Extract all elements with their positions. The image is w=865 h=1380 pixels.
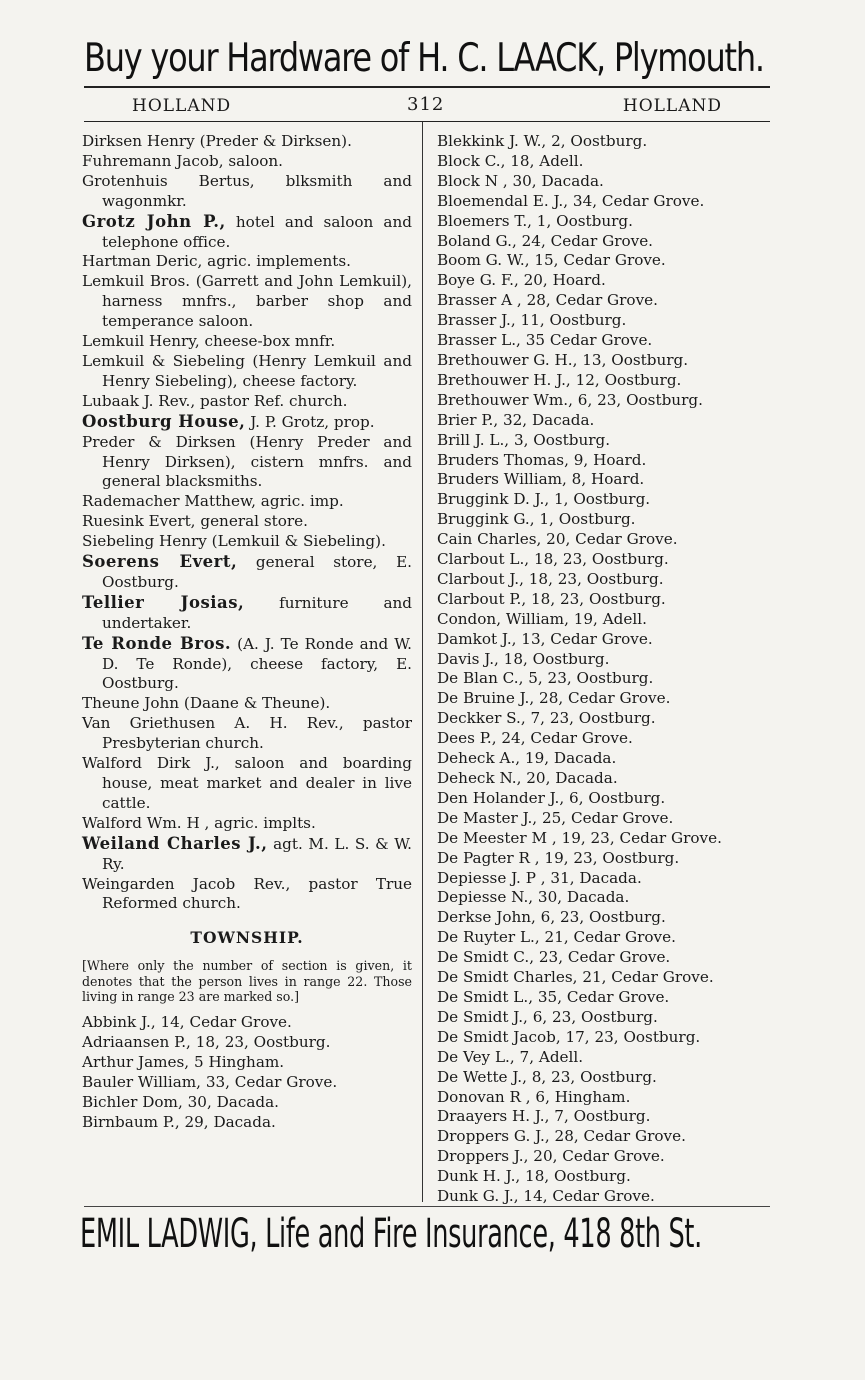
top-advertisement: Buy your Hardware of H. C. LAACK, Plymouth. <box>84 36 764 81</box>
township-heading: TOWNSHIP. <box>190 928 304 948</box>
page-number: 312 <box>407 94 445 115</box>
directory-entry <box>82 814 412 834</box>
entry-name-bold: Oostburg House, <box>82 411 246 431</box>
entry-text: Theune John (Daane & Theune). <box>82 694 331 713</box>
entry-name-bold: Te Ronde Bros. <box>82 633 232 653</box>
directory-entry <box>82 714 412 754</box>
directory-entry <box>82 272 412 332</box>
directory-entry: De Blan C., 5, 23, Oostburg. <box>437 669 654 688</box>
directory-entry <box>82 754 412 814</box>
directory-entry: Dunk G. J., 14, Cedar Grove. <box>437 1187 655 1206</box>
entry-text: hotel and saloon and telephone office. <box>102 212 412 251</box>
directory-entry: Boye G. F., 20, Hoard. <box>437 271 606 290</box>
entry-name-bold: Tellier Josias, <box>82 592 245 612</box>
directory-entry: Donovan R , 6, Hingham. <box>437 1087 631 1106</box>
header-rule <box>84 121 770 122</box>
entry-name-bold: Soerens Evert, <box>82 552 238 572</box>
directory-entry <box>82 492 412 512</box>
directory-entry: De Smidt Jacob, 17, 23, Oostburg. <box>437 1027 701 1046</box>
entry-name-bold: Weiland Charles J., <box>82 833 268 853</box>
directory-entry: Brethouwer G. H., 13, Oostburg. <box>437 350 689 369</box>
directory-entry: De Smidt C., 23, Cedar Grove. <box>437 948 671 967</box>
directory-entry <box>82 634 412 695</box>
directory-entry: Boom G. W., 15, Cedar Grove. <box>437 251 666 270</box>
entry-text: Fuhremann Jacob, saloon. <box>82 151 283 170</box>
directory-entry <box>82 512 412 532</box>
directory-entry <box>82 152 412 172</box>
township-note: [Where only the number of section is given, it denotes that the person lives in range 22. Those living in range 23 are marked so.] <box>82 958 412 1005</box>
entry-text: agt. M. L. S. & W. Ry. <box>102 834 412 873</box>
directory-entry <box>82 352 412 392</box>
directory-entry: Boland G., 24, Cedar Grove. <box>437 231 654 250</box>
directory-entry <box>82 875 412 915</box>
directory-entry: Clarbout P., 18, 23, Oostburg. <box>437 589 666 608</box>
directory-entry: De Pagter R , 19, 23, Oostburg. <box>437 848 680 867</box>
directory-entry: De Wette J., 8, 23, Oostburg. <box>437 1067 657 1086</box>
header-left-label: HOLLAND <box>132 96 232 116</box>
directory-entry: De Smidt J., 6, 23, Oostburg. <box>437 1007 658 1026</box>
directory-entry: Bloemendal E. J., 34, Cedar Grove. <box>437 191 705 210</box>
header-right-label: HOLLAND <box>622 96 722 116</box>
directory-entry: Brasser A , 28, Cedar Grove. <box>437 291 658 310</box>
entry-text: Walford Wm. H , agric. implts. <box>82 813 316 832</box>
directory-entry <box>82 332 412 352</box>
entry-text: Van Griethusen A. H. Rev., pastor Presbyterian church. <box>82 714 412 753</box>
directory-entry <box>82 834 412 875</box>
directory-entry: Clarbout L., 18, 23, Oostburg. <box>437 550 669 569</box>
directory-entry: Damkot J., 13, Cedar Grove. <box>437 629 653 648</box>
directory-entry <box>82 532 412 552</box>
directory-entry: De Master J., 25, Cedar Grove. <box>437 808 674 827</box>
directory-entry: Bloemers T., 1, Oostburg. <box>437 211 633 230</box>
directory-entry: Brethouwer Wm., 6, 23, Oostburg. <box>437 390 703 409</box>
township-entries-continued <box>437 132 777 1207</box>
entry-text: Walford Dirk J., saloon and boarding house, meat market and dealer in live cattle. <box>82 754 412 812</box>
directory-entry <box>82 552 412 593</box>
directory-entry: Adriaansen P., 18, 23, Oostburg. <box>82 1032 331 1051</box>
directory-entry: Brethouwer H. J., 12, Oostburg. <box>437 370 682 389</box>
directory-entry: Den Holander J., 6, Oostburg. <box>437 788 666 807</box>
directory-entry: Draayers H. J., 7, Oostburg. <box>437 1107 651 1126</box>
entry-text: Hartman Deric, agric. implements. <box>82 252 351 271</box>
directory-entry <box>82 694 412 714</box>
directory-entry: De Bruine J., 28, Cedar Grove. <box>437 689 671 708</box>
bottom-advertisement: EMIL LADWIG, Life and Fire Insurance, 418 8th St. <box>80 1211 702 1257</box>
entry-name-bold: Grotz John P., <box>82 211 226 231</box>
entry-text: Rademacher Matthew, agric. imp. <box>82 492 344 511</box>
directory-entry <box>82 212 412 253</box>
directory-entry: Bruggink G., 1, Oostburg. <box>437 510 636 529</box>
directory-entry <box>82 392 412 412</box>
directory-entry: Deheck N., 20, Dacada. <box>437 769 618 787</box>
entry-text: Siebeling Henry (Lemkuil & Siebeling). <box>82 532 386 551</box>
directory-entry: Block C., 18, Adell. <box>437 151 584 170</box>
directory-entry: Block N , 30, Dacada. <box>437 171 604 190</box>
directory-entry: Depiesse J. P , 31, Dacada. <box>437 868 642 887</box>
page-header <box>84 94 770 120</box>
entry-text: J. P. Grotz, prop. <box>245 412 375 431</box>
directory-entry: Birnbaum P., 29, Dacada. <box>82 1112 276 1131</box>
directory-entry: Blekkink J. W., 2, Oostburg. <box>437 132 648 150</box>
left-column <box>82 132 412 1132</box>
directory-entry: Dunk H. J., 18, Oostburg. <box>437 1167 631 1186</box>
township-entries <box>82 1013 412 1132</box>
directory-entry: Brill J. L., 3, Oostburg. <box>437 430 611 449</box>
entry-text: Lemkuil Bros. (Garrett and John Lemkuil), harness mnfrs., barber shop and temperance saloon. <box>82 272 412 331</box>
entry-text: general store, E. Oostburg. <box>102 553 412 591</box>
directory-entry: De Ruyter L., 21, Cedar Grove. <box>437 928 676 947</box>
directory-entry: Droppers J., 20, Cedar Grove. <box>437 1147 665 1166</box>
directory-entry <box>82 132 412 152</box>
right-column <box>437 132 777 1207</box>
directory-entry: Depiesse N., 30, Dacada. <box>437 888 630 907</box>
directory-entry: Dees P., 24, Cedar Grove. <box>437 729 633 748</box>
top-rule <box>84 86 770 88</box>
entry-text: furniture and undertaker. <box>102 593 412 632</box>
entry-text: Weingarden Jacob Rev., pastor True Reformed church. <box>82 874 412 913</box>
village-entries <box>82 132 412 914</box>
directory-entry: Clarbout J., 18, 23, Oostburg. <box>437 569 664 588</box>
directory-entry: Bruggink D. J., 1, Oostburg. <box>437 490 651 509</box>
entry-text: Preder & Dirksen (Henry Preder and Henry Dirksen), cistern mnfrs. and general blacksmiths. <box>82 432 412 491</box>
directory-entry: Brasser J., 11, Oostburg. <box>437 311 627 330</box>
directory-entry: De Vey L., 7, Adell. <box>437 1047 584 1066</box>
entry-text: Grotenhuis Bertus, blksmith and wagonmkr. <box>82 171 412 210</box>
directory-entry: Cain Charles, 20, Cedar Grove. <box>437 530 678 549</box>
directory-entry: Derkse John, 6, 23, Oostburg. <box>437 908 666 927</box>
directory-entry: Arthur James, 5 Hingham. <box>82 1052 285 1071</box>
directory-entry: Bruders Thomas, 9, Hoard. <box>437 450 647 469</box>
entry-text: Lemkuil & Siebeling (Henry Lemkuil and Henry Siebeling), cheese factory. <box>82 351 412 390</box>
directory-entry: Davis J., 18, Oostburg. <box>437 649 610 668</box>
directory-entry: Bruders William, 8, Hoard. <box>437 470 645 489</box>
directory-entry: Brier P., 32, Dacada. <box>437 410 595 429</box>
directory-entry: De Smidt Charles, 21, Cedar Grove. <box>437 968 714 987</box>
directory-entry <box>82 412 412 433</box>
directory-entry: Deheck A., 19, Dacada. <box>437 749 617 768</box>
directory-entry <box>82 593 412 634</box>
directory-entry: Condon, William, 19, Adell. <box>437 609 647 628</box>
column-divider <box>422 122 423 1202</box>
entry-text: (A. J. Te Ronde and W. D. Te Ronde), cheese factory, E. Oostburg. <box>102 634 412 693</box>
entry-text: Ruesink Evert, general store. <box>82 512 308 531</box>
directory-entry: Brasser L., 35 Cedar Grove. <box>437 331 653 350</box>
directory-entry <box>82 172 412 212</box>
entry-text: Lubaak J. Rev., pastor Ref. church. <box>82 391 348 410</box>
entry-text: Lemkuil Henry, cheese-box mnfr. <box>82 332 336 351</box>
bottom-rule <box>84 1206 770 1207</box>
directory-entry <box>82 433 412 493</box>
directory-entry: Deckker S., 7, 23, Oostburg. <box>437 709 656 728</box>
directory-entry: De Smidt L., 35, Cedar Grove. <box>437 987 670 1006</box>
directory-entry: De Meester M , 19, 23, Cedar Grove. <box>437 828 722 847</box>
directory-entry: Bauler William, 33, Cedar Grove. <box>82 1072 338 1091</box>
directory-entry: Droppers G. J., 28, Cedar Grove. <box>437 1127 686 1146</box>
directory-entry <box>82 252 412 272</box>
directory-entry: Bichler Dom, 30, Dacada. <box>82 1092 279 1111</box>
entry-text: Dirksen Henry (Preder & Dirksen). <box>82 132 352 150</box>
directory-entry: Abbink J., 14, Cedar Grove. <box>82 1013 292 1032</box>
